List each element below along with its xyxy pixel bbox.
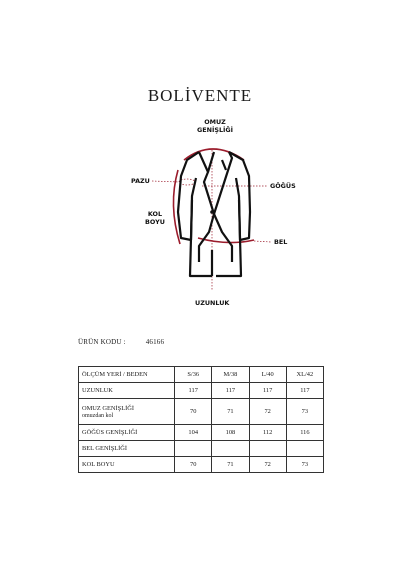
row-name: GÖĞÜS GENİŞLİĞİ xyxy=(79,425,175,441)
size-table-header xyxy=(79,367,324,383)
table-row xyxy=(79,457,324,473)
cell-value: 108 xyxy=(212,425,249,441)
product-code-label: ÜRÜN KODU : xyxy=(78,338,126,346)
header-measurement: ÖLÇÜM YERİ / BEDEN xyxy=(79,367,175,383)
waist-leader xyxy=(254,241,271,242)
label-chest: GÖĞÜS xyxy=(270,182,296,190)
cell-value: 112 xyxy=(249,425,286,441)
label-shoulder: OMUZ GENİŞLİĞİ xyxy=(197,118,234,134)
cell-value: 117 xyxy=(249,383,286,399)
row-subtext: omuzdan kol xyxy=(82,412,114,419)
table-row xyxy=(79,399,324,425)
label-bicep: PAZU xyxy=(131,177,150,185)
header-size-xl: XL/42 xyxy=(286,367,323,383)
size-table xyxy=(78,366,324,473)
table-row xyxy=(79,383,324,399)
table-row xyxy=(79,441,324,457)
cell-value: 116 xyxy=(286,425,323,441)
cell-value: 117 xyxy=(212,383,249,399)
header-size-s: S/36 xyxy=(175,367,212,383)
cell-value: 104 xyxy=(175,425,212,441)
cell-value xyxy=(175,441,212,457)
cell-value: 73 xyxy=(286,457,323,473)
brand-logo: BOLİVENTE xyxy=(147,86,253,105)
cell-value: 70 xyxy=(175,399,212,425)
row-name: BEL GENİŞLİĞİ xyxy=(79,441,175,457)
product-code-row xyxy=(78,338,164,346)
cell-value: 72 xyxy=(249,457,286,473)
cell-value: 71 xyxy=(212,399,249,425)
row-name: OMUZ GENİŞLİĞİ xyxy=(82,404,135,412)
row-name-cell xyxy=(79,399,175,425)
label-waist: BEL xyxy=(274,238,288,246)
product-code-value: 46166 xyxy=(145,338,165,346)
label-length: UZUNLUK xyxy=(195,299,230,307)
row-name: KOL BOYU xyxy=(79,457,175,473)
cell-value: 72 xyxy=(249,399,286,425)
coat-outline xyxy=(178,152,250,276)
cell-value xyxy=(212,441,249,457)
cell-value xyxy=(286,441,323,457)
header-size-l: L/40 xyxy=(249,367,286,383)
table-row xyxy=(79,425,324,441)
cell-value: 117 xyxy=(175,383,212,399)
label-sleeve-length: KOL BOYU xyxy=(145,210,165,226)
header-size-m: M/38 xyxy=(212,367,249,383)
row-name: UZUNLUK xyxy=(79,383,175,399)
cell-value: 117 xyxy=(286,383,323,399)
cell-value: 73 xyxy=(286,399,323,425)
cell-value xyxy=(249,441,286,457)
cell-value: 70 xyxy=(175,457,212,473)
button-icon xyxy=(210,210,214,214)
cell-value: 71 xyxy=(212,457,249,473)
